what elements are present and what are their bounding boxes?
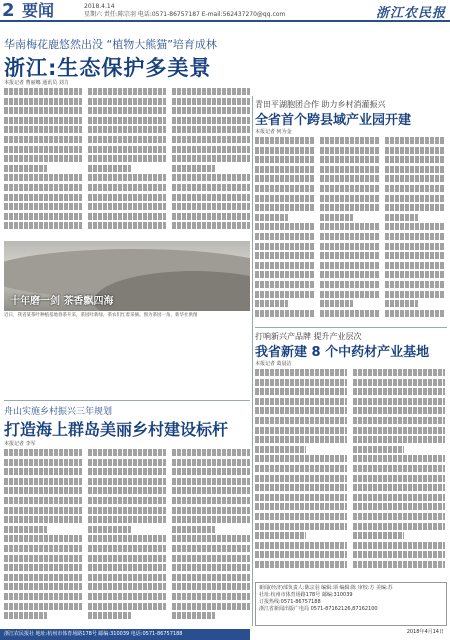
mid-right-body-col1: [255, 369, 347, 579]
body-text-line: [172, 468, 250, 475]
body-text-line: [385, 300, 418, 307]
masthead: [0, 0, 450, 22]
body-text-line: [172, 612, 215, 619]
body-text-line: [4, 555, 82, 562]
body-text-line: [88, 612, 131, 619]
section-divider: [4, 400, 250, 401]
body-text-line: [353, 417, 445, 424]
body-text-line: [172, 593, 250, 600]
body-text-line: [255, 369, 347, 376]
body-text-line: [88, 603, 166, 610]
body-text-line: [320, 137, 380, 144]
body-text-line: [172, 174, 250, 181]
body-text-line: [353, 436, 445, 443]
body-text-line: [255, 185, 315, 192]
body-text-line: [4, 497, 82, 504]
page-number: 2: [2, 0, 15, 21]
body-text-line: [172, 117, 250, 124]
body-text-line: [385, 291, 445, 298]
body-text-line: [4, 612, 47, 619]
body-text-line: [4, 88, 82, 95]
body-text-line: [320, 300, 353, 307]
body-text-line: [172, 497, 250, 504]
body-text-line: [320, 204, 380, 211]
body-text-line: [320, 233, 380, 240]
body-text-line: [320, 252, 380, 259]
body-text-line: [88, 165, 131, 172]
body-text-line: [172, 478, 250, 485]
body-text-line: [320, 262, 380, 269]
right-top-body-col1: [255, 137, 315, 320]
body-text-line: [88, 468, 166, 475]
column-divider: [252, 96, 253, 626]
body-text-line: [255, 214, 288, 221]
body-text-line: [385, 204, 445, 211]
body-text-line: [88, 593, 166, 600]
body-text-line: [4, 194, 82, 201]
mid-right-kicker: 打响新兴产品牌 提升产业层次: [255, 332, 362, 341]
body-text-line: [255, 243, 315, 250]
body-text-line: [255, 465, 347, 472]
editorial-info-box: [255, 582, 447, 626]
body-text-line: [172, 487, 250, 494]
body-text-line: [172, 449, 250, 456]
body-text-line: [4, 603, 82, 610]
bottom-left-title: 打造海上群岛美丽乡村建设标杆: [4, 420, 229, 439]
body-text-line: [255, 271, 315, 278]
bottom-left-byline: 本报记者 李军: [4, 441, 36, 447]
body-text-line: [385, 147, 445, 154]
body-text-line: [172, 507, 250, 514]
body-text-line: [353, 427, 445, 434]
body-text-line: [4, 583, 82, 590]
body-text-line: [255, 455, 347, 462]
body-text-line: [88, 184, 166, 191]
bottom-left-body-col3: [172, 449, 250, 627]
body-text-line: [172, 516, 250, 523]
body-text-line: [385, 214, 418, 221]
body-text-line: [88, 497, 166, 504]
body-text-line: [172, 146, 250, 153]
right-top-body-col2: [320, 137, 380, 320]
body-text-line: [172, 88, 250, 95]
body-text-line: [353, 542, 445, 549]
bottom-left-body-col1: [4, 449, 82, 627]
body-text-line: [353, 513, 445, 520]
body-text-line: [88, 174, 166, 181]
top-story-body-col3: [172, 88, 250, 238]
body-text-line: [255, 417, 347, 424]
body-text-line: [385, 281, 445, 288]
body-text-line: [88, 583, 166, 590]
body-text-line: [255, 233, 315, 240]
body-text-line: [320, 243, 380, 250]
body-text-line: [4, 184, 82, 191]
body-text-line: [353, 494, 445, 501]
body-text-line: [172, 136, 250, 143]
body-text-line: [255, 166, 315, 173]
body-text-line: [4, 526, 47, 533]
body-text-line: [353, 561, 445, 568]
body-text-line: [255, 407, 347, 414]
body-text-line: [353, 407, 445, 414]
body-text-line: [4, 203, 82, 210]
body-text-line: [4, 487, 82, 494]
section-divider: [255, 327, 447, 328]
newspaper-logo: 浙江农民报: [375, 6, 446, 21]
body-text-line: [353, 369, 445, 376]
section-name: 要闻: [22, 1, 55, 20]
body-text-line: [255, 475, 347, 482]
body-text-line: [320, 214, 353, 221]
body-text-line: [255, 175, 315, 182]
body-text-line: [88, 203, 166, 210]
body-text-line: [385, 137, 445, 144]
body-text-line: [255, 300, 288, 307]
body-text-line: [172, 583, 250, 590]
body-text-line: [88, 146, 166, 153]
body-text-line: [255, 561, 347, 568]
info-line: 社址:杭州市体育场路178号 邮编:310039: [259, 592, 353, 598]
body-text-line: [320, 156, 380, 163]
body-text-line: [385, 175, 445, 182]
right-top-byline: 本报记者 何为金: [255, 129, 292, 135]
body-text-line: [4, 174, 82, 181]
body-text-line: [172, 526, 215, 533]
body-text-line: [88, 526, 131, 533]
body-text-line: [255, 513, 347, 520]
footer-date: 2018年4月14日: [406, 629, 444, 635]
body-text-line: [4, 213, 82, 220]
right-top-body-col3: [385, 137, 445, 320]
body-text-line: [320, 185, 380, 192]
body-text-line: [88, 194, 166, 201]
photo-caption: 十年磨一剑 茶香飘四海: [10, 296, 114, 307]
body-text-line: [88, 487, 166, 494]
body-text-line: [353, 475, 445, 482]
body-text-line: [88, 507, 166, 514]
body-text-line: [255, 291, 315, 298]
body-text-line: [4, 126, 82, 133]
right-top-kicker: 青田平湖胞团合作 助力乡村消灌振兴: [255, 100, 386, 109]
top-story-body-col1: [4, 88, 82, 238]
top-story-kicker: 华南梅花鹿悠然出没 “植物大熊猫”培育成林: [4, 38, 217, 51]
body-text-line: [172, 98, 250, 105]
body-text-line: [4, 507, 82, 514]
photo-note: 近日，我省某茶叶种植基地春茶开采，茶园吐新绿，茶农们忙着采摘。图为茶园一角。新华社供图: [4, 313, 198, 318]
body-text-line: [172, 555, 250, 562]
body-text-line: [353, 446, 404, 453]
body-text-line: [255, 252, 315, 259]
body-text-line: [4, 107, 82, 114]
mid-right-byline: 本报记者 葛晨洁: [255, 361, 292, 367]
body-text-line: [172, 194, 250, 201]
body-text-line: [88, 545, 166, 552]
body-text-line: [4, 146, 82, 153]
body-text-line: [4, 155, 82, 162]
masthead-date: 2018.4.14: [84, 3, 115, 10]
body-text-line: [385, 310, 445, 317]
body-text-line: [255, 523, 347, 530]
body-text-line: [88, 98, 166, 105]
body-text-line: [172, 535, 250, 542]
body-text-line: [4, 165, 47, 172]
body-text-line: [353, 379, 445, 386]
body-text-line: [4, 574, 82, 581]
mid-right-body-col2: [353, 369, 445, 579]
body-text-line: [172, 184, 250, 191]
masthead-meta: [84, 3, 284, 19]
info-line: 订报热线:0571-86757188: [259, 599, 321, 605]
body-text-line: [88, 449, 166, 456]
body-text-line: [255, 281, 315, 288]
body-text-line: [353, 532, 404, 539]
body-text-line: [88, 126, 166, 133]
body-text-line: [320, 147, 380, 154]
info-line: 新闻(经济)部负责人:陈宗羽 编辑:项 编辑:陈 审校:方 美编:苏: [259, 585, 393, 591]
body-text-line: [88, 222, 166, 229]
body-text-line: [353, 551, 445, 558]
body-text-line: [255, 446, 306, 453]
body-text-line: [255, 436, 347, 443]
body-text-line: [4, 593, 82, 600]
top-story-body-col2: [88, 88, 166, 238]
body-text-line: [255, 223, 315, 230]
body-text-line: [88, 107, 166, 114]
body-text-line: [385, 252, 445, 259]
body-text-line: [88, 136, 166, 143]
body-text-line: [255, 379, 347, 386]
body-text-line: [255, 156, 315, 163]
body-text-line: [172, 165, 215, 172]
body-text-line: [88, 535, 166, 542]
body-text-line: [4, 468, 82, 475]
body-text-line: [255, 388, 347, 395]
body-text-line: [255, 398, 347, 405]
body-text-line: [172, 155, 250, 162]
body-text-line: [4, 564, 82, 571]
bottom-left-kicker: 舟山实施乡村振兴三年规划: [4, 407, 113, 417]
body-text-line: [172, 222, 250, 229]
body-text-line: [353, 455, 445, 462]
page-footer: 浙江农民报社 地址:杭州市体育场路178号 邮编:310039 电话:0571-86757188: [0, 629, 250, 640]
body-text-line: [255, 262, 315, 269]
body-text-line: [353, 465, 445, 472]
bottom-left-body-col2: [88, 449, 166, 627]
body-text-line: [172, 459, 250, 466]
body-text-line: [4, 222, 82, 229]
body-text-line: [255, 147, 315, 154]
top-story-byline: 本报记者 曹丽娜 通讯员 刘力: [4, 80, 69, 86]
body-text-line: [172, 203, 250, 210]
body-text-line: [255, 484, 347, 491]
top-story-title: 浙江:生态保护多美景: [4, 56, 212, 80]
body-text-line: [88, 213, 166, 220]
body-text-line: [255, 195, 315, 202]
body-text-line: [255, 542, 347, 549]
mid-right-title: 我省新建 8 个中药材产业基地: [255, 345, 430, 360]
body-text-line: [88, 478, 166, 485]
body-text-line: [88, 555, 166, 562]
body-text-line: [320, 223, 380, 230]
right-top-title: 全省首个跨县域产业园开建: [255, 113, 412, 128]
body-text-line: [320, 281, 380, 288]
body-text-line: [4, 136, 82, 143]
body-text-line: [385, 233, 445, 240]
body-text-line: [172, 574, 250, 581]
body-text-line: [4, 98, 82, 105]
body-text-line: [172, 126, 250, 133]
body-text-line: [255, 137, 315, 144]
body-text-line: [320, 175, 380, 182]
body-text-line: [385, 166, 445, 173]
body-text-line: [255, 503, 347, 510]
body-text-line: [4, 117, 82, 124]
body-text-line: [172, 107, 250, 114]
body-text-line: [4, 545, 82, 552]
body-text-line: [255, 310, 315, 317]
body-text-line: [4, 459, 82, 466]
body-text-line: [385, 156, 445, 163]
body-text-line: [4, 516, 82, 523]
body-text-line: [88, 459, 166, 466]
body-text-line: [353, 388, 445, 395]
body-text-line: [320, 291, 380, 298]
body-text-line: [320, 310, 380, 317]
body-text-line: [385, 243, 445, 250]
body-text-line: [88, 574, 166, 581]
masthead-contact: 星期六 责任:陈宗羽 电话:0571-86757187 E-mail:562437270@qq.com: [84, 11, 286, 18]
body-text-line: [172, 213, 250, 220]
info-line: 浙江省新闻出版广电局 0571-87162126,87162100: [259, 606, 378, 612]
body-text-line: [172, 545, 250, 552]
body-text-line: [353, 503, 445, 510]
body-text-line: [385, 262, 445, 269]
body-text-line: [4, 535, 82, 542]
body-text-line: [4, 478, 82, 485]
body-text-line: [320, 195, 380, 202]
body-text-line: [353, 398, 445, 405]
body-text-line: [385, 185, 445, 192]
body-text-line: [88, 516, 166, 523]
body-text-line: [320, 271, 380, 278]
body-text-line: [88, 155, 166, 162]
body-text-line: [255, 551, 347, 558]
body-text-line: [4, 449, 82, 456]
body-text-line: [172, 564, 250, 571]
body-text-line: [385, 195, 445, 202]
body-text-line: [353, 484, 445, 491]
body-text-line: [172, 603, 250, 610]
body-text-line: [255, 204, 315, 211]
body-text-line: [320, 166, 380, 173]
body-text-line: [255, 427, 347, 434]
body-text-line: [88, 564, 166, 571]
body-text-line: [385, 223, 445, 230]
body-text-line: [385, 271, 445, 278]
body-text-line: [353, 523, 445, 530]
body-text-line: [255, 494, 347, 501]
body-text-line: [88, 117, 166, 124]
body-text-line: [88, 88, 166, 95]
body-text-line: [255, 532, 306, 539]
